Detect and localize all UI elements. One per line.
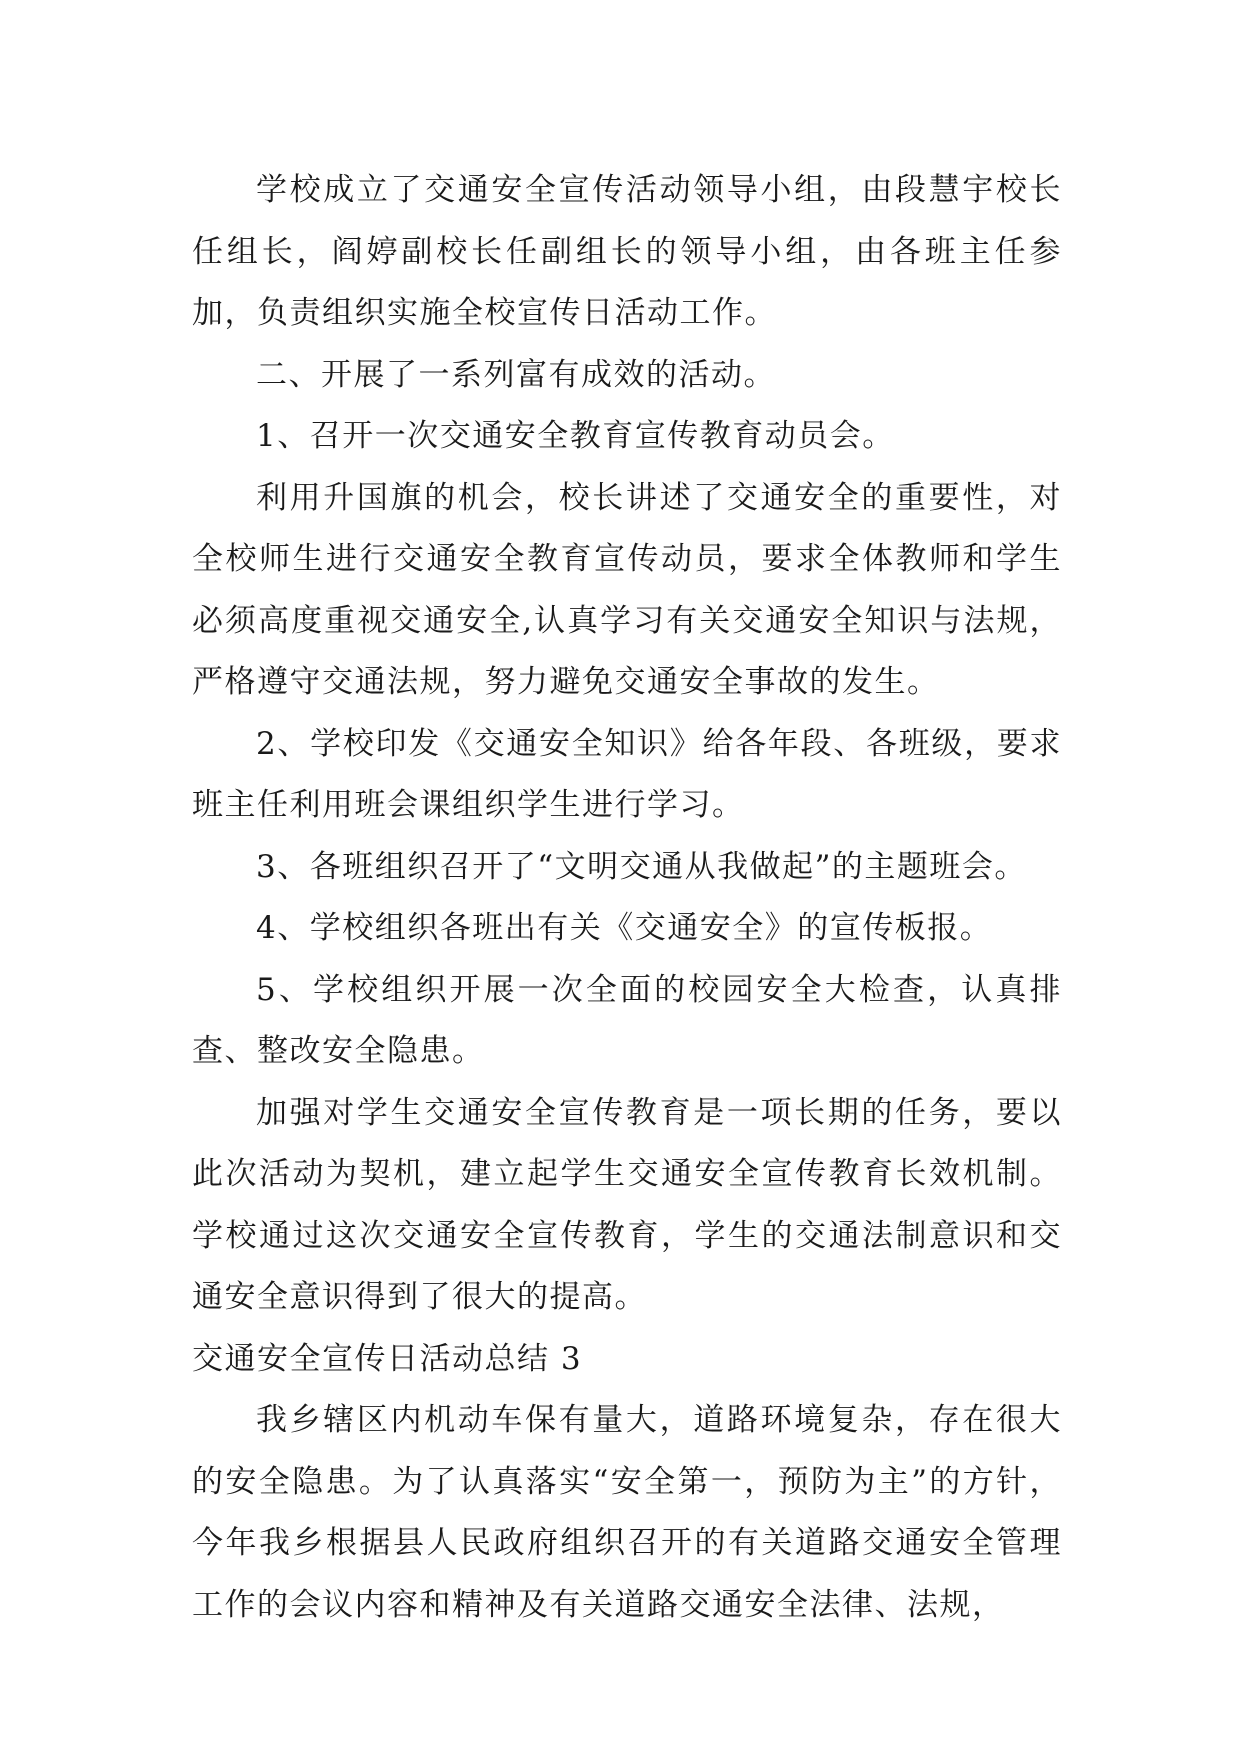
- document-body: [192, 160, 1062, 1636]
- paragraph-conclusion: 加强对学生交通安全宣传教育是一项长期的任务，要以此次活动为契机，建立起学生交通安全宣传教育长效机制。学校通过这次交通安全宣传教育，学生的交通法制意识和交通安全意识得到了很大的提高。: [192, 1094, 1062, 1315]
- section-heading-activities: 二、开展了一系列富有成效的活动。: [256, 356, 776, 393]
- paragraph-township-intro: 我乡辖区内机动车保有量大，道路环境复杂，存在很大的安全隐患。为了认真落实“安全第一，预防为主”的方针，今年我乡根据县人民政府组织召开的有关道路交通安全管理工作的会议内容和精神及有关道路交通安全法律、法规，: [192, 1402, 1062, 1623]
- paragraph-flag-raising: 利用升国旗的机会，校长讲述了交通安全的重要性，对全校师生进行交通安全教育宣传动员，要求全体教师和学生必须高度重视交通安全,认真学习有关交通安全知识与法规，严格遵守交通法规，努力避免交通安全事故的发生。: [192, 479, 1062, 700]
- summary-title-3: 交通安全宣传日活动总结 3: [192, 1340, 583, 1377]
- list-item-2: 2、学校印发《交通安全知识》给各年段、各班级，要求班主任利用班会课组织学生进行学习。: [192, 725, 1062, 823]
- list-item-4: 4、学校组织各班出有关《交通安全》的宣传板报。: [256, 910, 993, 946]
- paragraph-leadership-group: 学校成立了交通安全宣传活动领导小组，由段慧宇校长任组长，阎婷副校长任副组长的领导小组，由各班主任参加，负责组织实施全校宣传日活动工作。: [192, 172, 1062, 331]
- list-item-1: 1、召开一次交通安全教育宣传教育动员会。: [256, 418, 895, 454]
- list-item-5: 5、学校组织开展一次全面的校园安全大检查，认真排查、整改安全隐患。: [192, 971, 1062, 1069]
- list-item-3: 3、各班组织召开了“文明交通从我做起”的主题班会。: [256, 848, 1027, 885]
